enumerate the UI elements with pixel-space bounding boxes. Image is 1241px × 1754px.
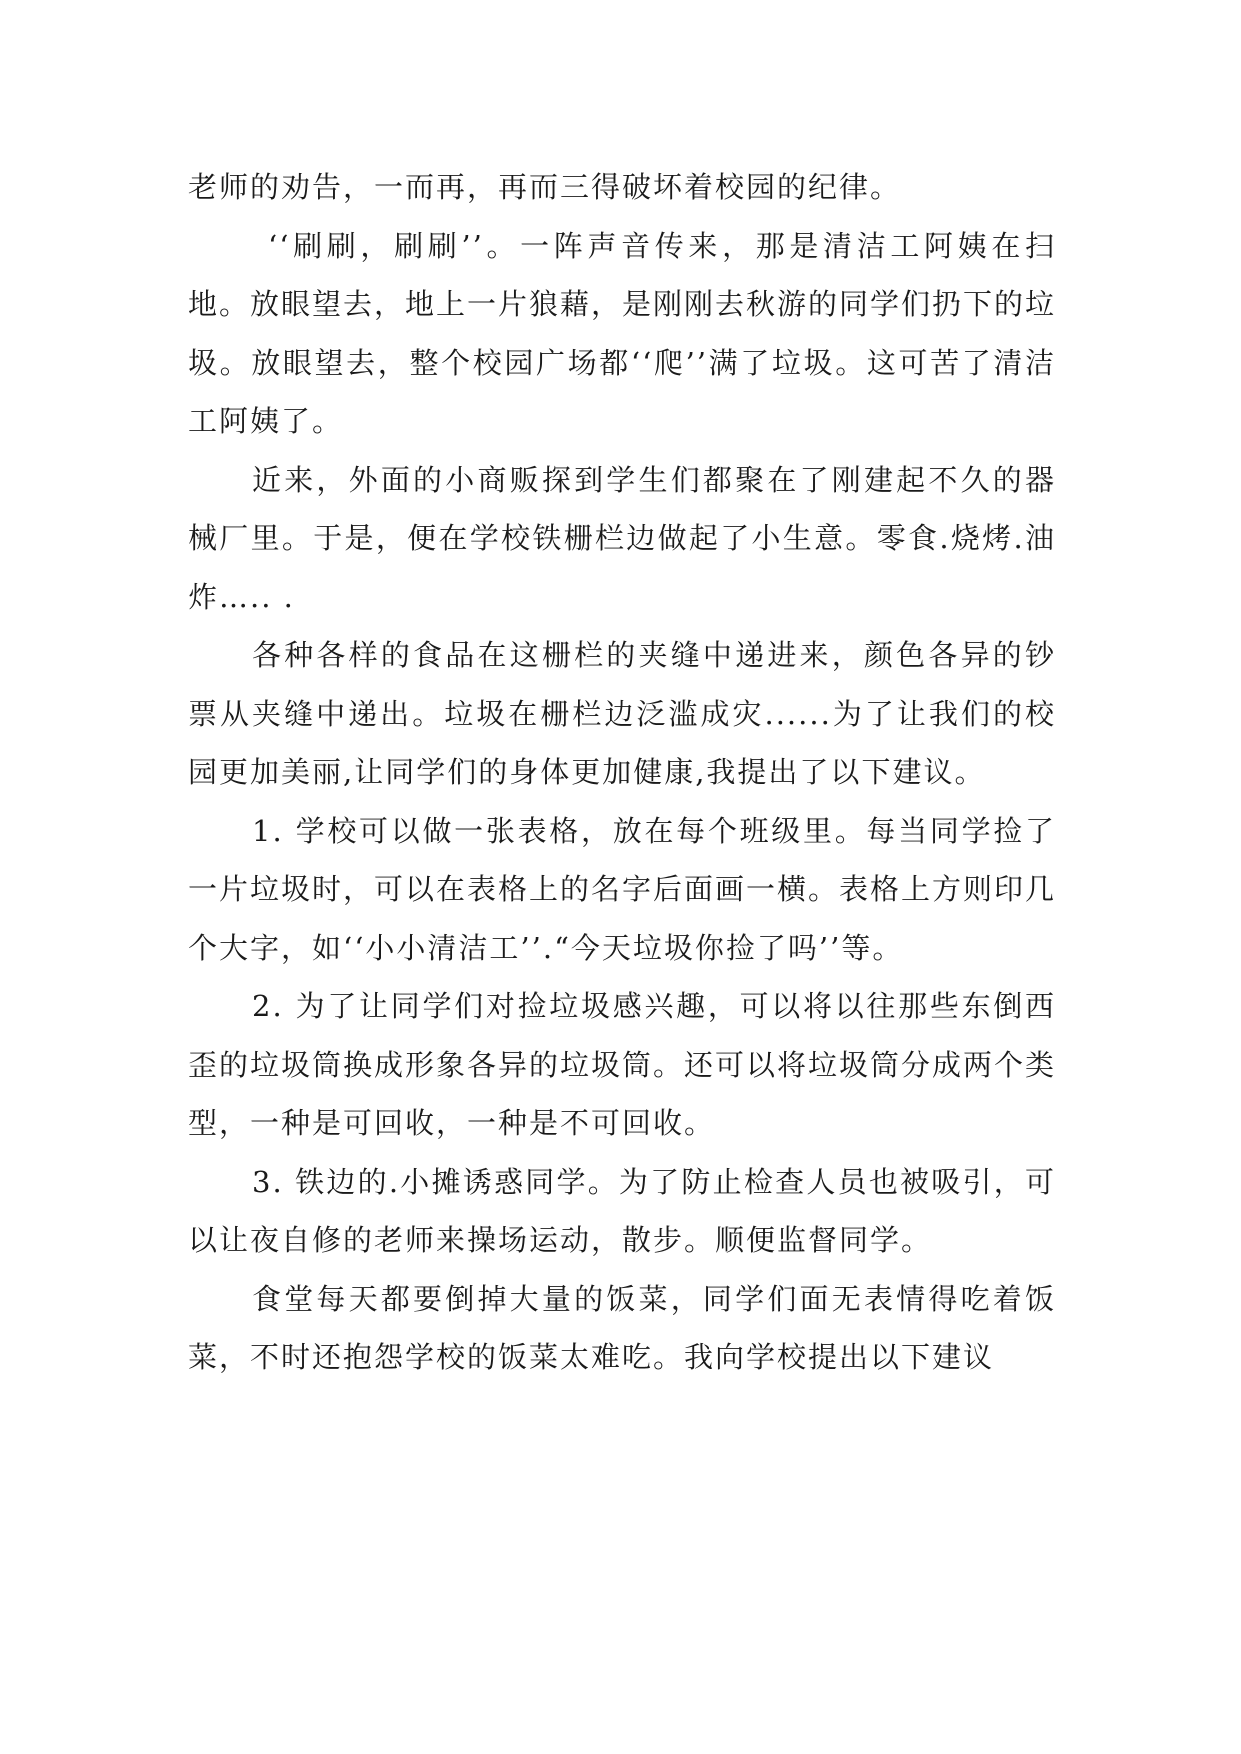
paragraph-6: 2. 为了让同学们对捡垃圾感兴趣，可以将以往那些东倒西歪的垃圾筒换成形象各异的垃圾筒。还可以将垃圾筒分成两个类型，一种是可回收，一种是不可回收。 xyxy=(188,989,1057,1140)
paragraph-2: ‘‘刷刷，刷刷’’。一阵声音传来，那是清洁工阿姨在扫地。放眼望去，地上一片狼藉，是刚刚去秋游的同学们扔下的垃圾。放眼望去，整个校园广场都‘‘爬’’满了垃圾。这可苦了清洁工阿姨了。 xyxy=(188,228,1057,438)
paragraph-1: 老师的劝告，一而再，再而三得破坏着校园的纪律。 xyxy=(188,170,902,204)
document-body xyxy=(188,158,1056,1387)
paragraph-8: 食堂每天都要倒掉大量的饭菜，同学们面无表情得吃着饭菜，不时还抱怨学校的饭菜太难吃。我向学校提出以下建议 xyxy=(188,1281,1056,1374)
paragraph-7: 3. 铁边的.小摊诱惑同学。为了防止检查人员也被吸引，可以让夜自修的老师来操场运动，散步。顺便监督同学。 xyxy=(188,1164,1056,1257)
paragraph-3: 近来，外面的小商贩探到学生们都聚在了刚建起不久的器械厂里。于是，便在学校铁栅栏边做起了小生意。零食.烧烤.油炸….. . xyxy=(188,462,1056,614)
paragraph-4: 各种各样的食品在这栅栏的夹缝中递进来，颜色各异的钞票从夹缝中递出。垃圾在栅栏边泛滥成灾......为了让我们的校园更加美丽,让同学们的身体更加健康,我提出了以下建议。 xyxy=(188,638,1056,789)
paragraph-5: 1. 学校可以做一张表格，放在每个班级里。每当同学捡了一片垃圾时，可以在表格上的名字后面画一横。表格上方则印几个大字，如‘‘小小清洁工’’.“今天垃圾你捡了吗’’等。 xyxy=(188,813,1057,965)
